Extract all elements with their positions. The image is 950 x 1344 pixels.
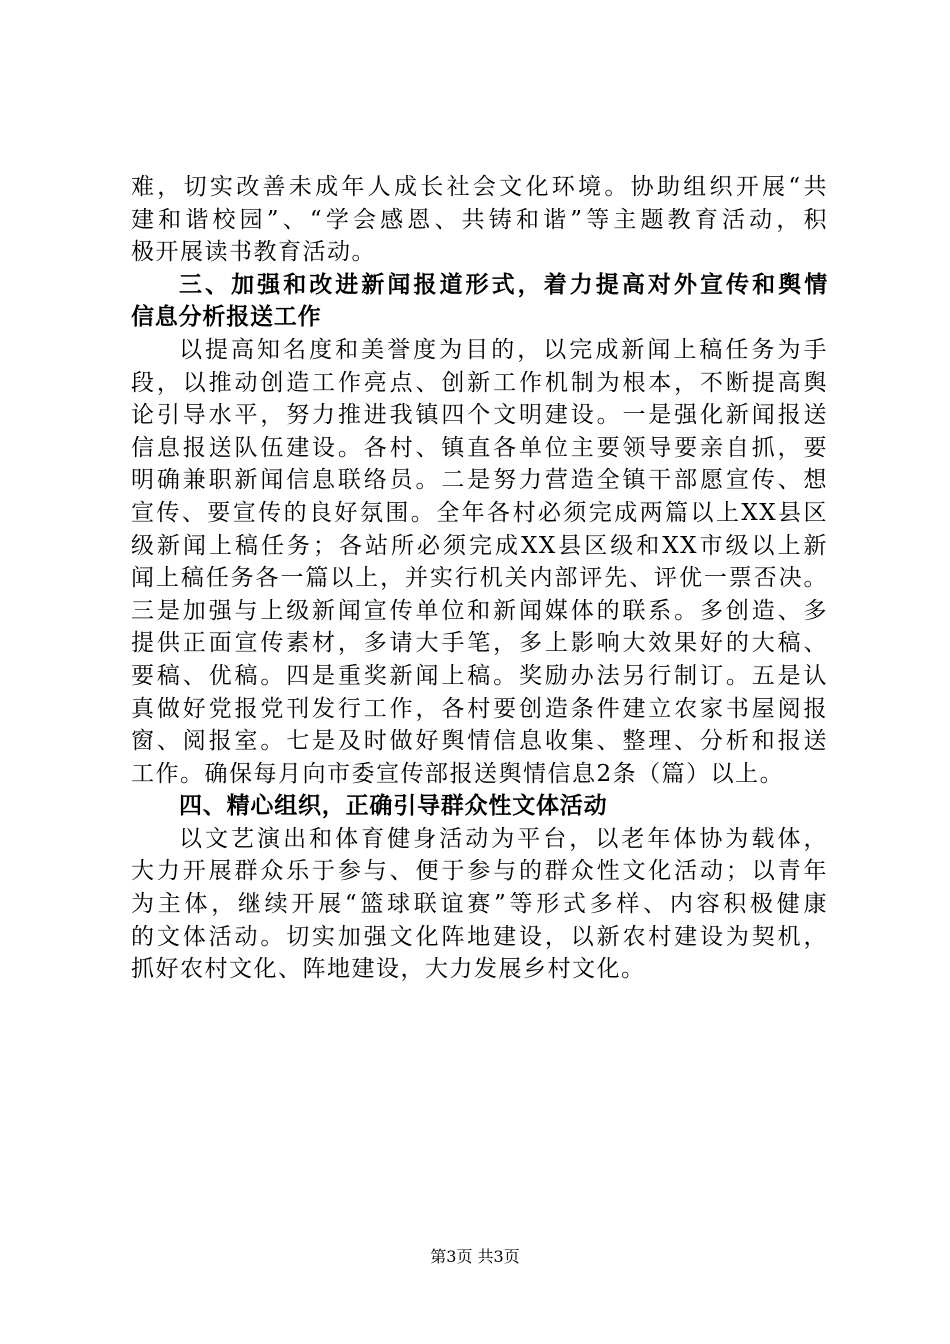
paragraph-line: 的文体活动。切实加强文化阵地建设，以新农村建设为契机， xyxy=(131,923,828,950)
paragraph-line: 级新闻上稿任务；各站所必须完成XX县区级和XX市级以上新 xyxy=(131,532,828,559)
paragraph-line: 要稿、优稿。四是重奖新闻上稿。奖励办法另行制订。五是认 xyxy=(131,662,828,689)
paragraph-line: 建和谐校园”、“学会感恩、共铸和谐”等主题教育活动，积 xyxy=(131,206,828,233)
paragraph-line: 工作。确保每月向市委宣传部报送舆情信息2条（篇）以上。 xyxy=(131,760,785,787)
section-heading-3: 三、加强和改进新闻报道形式，着力提高对外宣传和舆情 xyxy=(179,270,828,298)
paragraph-line: 段，以推动创造工作亮点、创新工作机制为根本，不断提高舆 xyxy=(131,369,828,396)
paragraph-line: 难，切实改善未成年人成长社会文化环境。协助组织开展“共 xyxy=(131,174,828,200)
paragraph-line: 窗、阅报室。七是及时做好舆情信息收集、整理、分析和报送 xyxy=(131,728,828,755)
paragraph-line: 提供正面宣传素材，多请大手笔，多上影响大效果好的大稿、 xyxy=(131,630,828,657)
paragraph-line: 论引导水平，努力推进我镇四个文明建设。一是强化新闻报送 xyxy=(131,402,828,429)
paragraph-line: 明确兼职新闻信息联络员。二是努力营造全镇干部愿宣传、想 xyxy=(131,467,828,494)
paragraph-line: 以提高知名度和美誉度为目的，以完成新闻上稿任务为手 xyxy=(179,336,828,363)
paragraph-line: 为主体，继续开展“篮球联谊赛”等形式多样、内容积极健康 xyxy=(131,891,828,918)
paragraph-line: 大力开展群众乐于参与、便于参与的群众性文化活动；以青年 xyxy=(131,858,828,885)
section-heading-3-cont: 信息分析报送工作 xyxy=(131,303,322,331)
paragraph-line: 以文艺演出和体育健身活动为平台，以老年体协为载体， xyxy=(179,825,828,852)
paragraph-line: 抓好农村文化、阵地建设，大力发展乡村文化。 xyxy=(131,956,646,983)
section-heading-4: 四、精心组织，正确引导群众性文体活动 xyxy=(179,792,608,820)
paragraph-line: 极开展读书教育活动。 xyxy=(131,239,376,266)
paragraph-line: 宣传、要宣传的良好氛围。全年各村必须完成两篇以上XX县区 xyxy=(131,499,828,526)
paragraph-line: 闻上稿任务各一篇以上，并实行机关内部评先、评优一票否决。 xyxy=(131,565,828,592)
paragraph-line: 真做好党报党刊发行工作，各村要创造条件建立农家书屋阅报 xyxy=(131,695,828,722)
document-body xyxy=(131,171,828,986)
paragraph-line: 三是加强与上级新闻宣传单位和新闻媒体的联系。多创造、多 xyxy=(131,597,828,624)
page-footer xyxy=(0,1244,950,1267)
paragraph-line: 信息报送队伍建设。各村、镇直各单位主要领导要亲自抓，要 xyxy=(131,434,828,461)
page-number: 第3页 共3页 xyxy=(430,1247,520,1266)
